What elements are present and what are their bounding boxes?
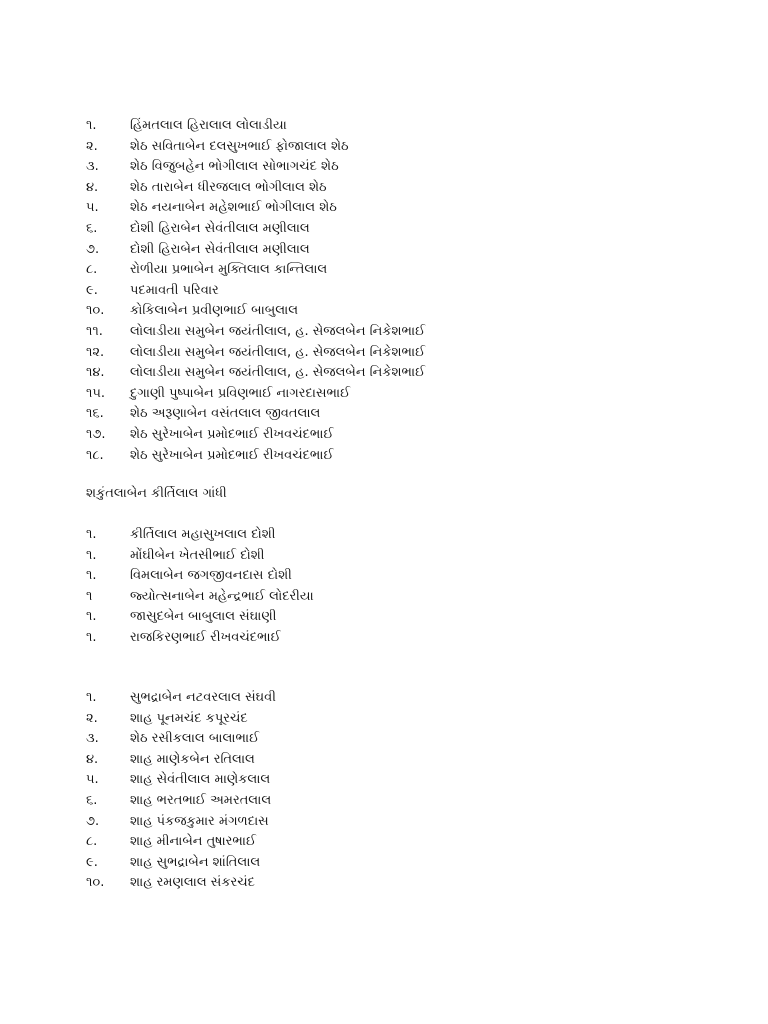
item-number: ૮. xyxy=(86,262,98,278)
item-name: જ્યોત્સનાબેન મહેન્દ્રભાઈ લોદરીયા xyxy=(130,588,314,604)
item-number: ૩. xyxy=(86,731,99,747)
item-number: ૨. xyxy=(86,138,98,154)
item-number: ૧૪. xyxy=(86,365,105,381)
donor-list-2 xyxy=(86,525,314,649)
item-number: ૧. xyxy=(86,527,97,542)
item-number: ૮. xyxy=(86,834,98,850)
item-number: ૧. xyxy=(86,629,97,645)
item-number: ૩. xyxy=(86,159,99,175)
item-name: રાજકિરણભાઈ રીખવચંદભાઈ xyxy=(130,629,281,645)
item-number: ૧૭. xyxy=(86,426,106,442)
list-item xyxy=(86,853,276,874)
list-item xyxy=(86,750,276,771)
item-name: શાહ રમણલાલ સંકરચંદ xyxy=(130,875,255,891)
item-name: શાહ માણેકબેન રતિલાલ xyxy=(130,751,255,767)
item-name: લોલાડીયા સમુબેન જયંતીલાલ, હ. સેજલબેન નિકેશભાઈ xyxy=(130,344,426,360)
item-name: જાસુદબેન બાબુલાલ સંઘાણી xyxy=(130,609,277,625)
item-number: ૬. xyxy=(86,792,98,808)
list-item xyxy=(86,729,276,750)
item-name: કીર્તિલાલ મહાસુખલાલ દોશી xyxy=(130,527,276,542)
item-number: ૯. xyxy=(86,282,98,298)
item-number: ૧. xyxy=(86,118,97,133)
item-name: શેઠ તારાબેન ધીરજલાલ ભોગીલાલ શેઠ xyxy=(130,179,327,195)
list-item xyxy=(86,116,425,137)
item-name: દુગાણી પુષ્પાબેન પ્રવિણભાઈ નાગરદાસભાઈ xyxy=(130,385,351,401)
item-name: શેઠ રસીકલાલ બાલાભાઈ xyxy=(130,731,260,747)
item-name: શાહ પૂનમચંદ કપૂરચંદ xyxy=(130,710,248,726)
item-number: ૭. xyxy=(86,813,100,829)
list-item xyxy=(86,566,314,587)
item-name: શેઠ સુરેખાબેન પ્રમોદભાઈ રીખવચંદભાઈ xyxy=(130,447,334,463)
item-name: વિમલાબેન જગજીવનદાસ દોશી xyxy=(130,568,292,584)
item-name: શેઠ સુરેખાબેન પ્રમોદભાઈ રીખવચંદભાઈ xyxy=(130,426,334,442)
list-item xyxy=(86,832,276,853)
item-number: ૭. xyxy=(86,241,100,257)
section-heading: શકુંતલાબેન કીર્તિલાલ ગાંધી xyxy=(86,486,227,501)
list-item xyxy=(86,178,425,199)
item-number: ૧ xyxy=(86,588,93,604)
item-name: કોકિલાબેન પ્રવીણભાઈ બાબુલાલ xyxy=(130,303,299,319)
list-item xyxy=(86,137,425,158)
item-number: ૧. xyxy=(86,690,97,705)
list-item xyxy=(86,607,314,628)
item-name: પદમાવતી પરિવાર xyxy=(130,282,219,298)
list-item xyxy=(86,322,425,343)
donor-list-1 xyxy=(86,116,425,466)
donor-list-3 xyxy=(86,688,276,894)
list-item xyxy=(86,709,276,730)
list-item xyxy=(86,812,276,833)
item-number: ૧૧. xyxy=(86,323,103,339)
list-item xyxy=(86,301,425,322)
list-item xyxy=(86,525,314,546)
list-item xyxy=(86,688,276,709)
list-item xyxy=(86,198,425,219)
item-name: શેઠ સવિતાબેન દલસુખભાઈ ફોજાલાલ શેઠ xyxy=(130,138,349,154)
item-number: ૧૦. xyxy=(86,875,105,891)
item-number: ૧૮. xyxy=(86,447,104,463)
list-item xyxy=(86,384,425,405)
list-item xyxy=(86,404,425,425)
item-number: ૯. xyxy=(86,854,98,870)
item-number: ૪. xyxy=(86,751,99,767)
item-name: હિંમતલાલ હિરાલાલ લોલાડીયા xyxy=(130,118,287,133)
item-number: ૫. xyxy=(86,772,99,788)
item-name: લોલાડીયા સમુબેન જયંતીલાલ, હ. સેજલબેન નિકેશભાઈ xyxy=(130,365,426,381)
item-name: શાહ મીનાબેન તુષારભાઈ xyxy=(130,834,257,850)
item-number: ૧૨. xyxy=(86,344,105,360)
list-item xyxy=(86,157,425,178)
item-name: શેઠ વિજુબહેન ભોગીલાલ સોભાગચંદ શેઠ xyxy=(130,159,339,175)
item-name: શાહ ભરતભાઈ અમરતલાલ xyxy=(130,792,272,808)
list-item xyxy=(86,446,425,467)
item-number: ૧. xyxy=(86,609,97,625)
item-name: શેઠ અરૂણાબેન વસંતલાલ જીવતલાલ xyxy=(130,406,321,422)
list-item xyxy=(86,260,425,281)
item-number: ૬. xyxy=(86,220,98,236)
list-item xyxy=(86,281,425,302)
list-item xyxy=(86,791,276,812)
item-number: ૧૦. xyxy=(86,303,105,319)
item-name: શાહ પંકજકુમાર મંગળદાસ xyxy=(130,813,269,829)
list-item xyxy=(86,363,425,384)
item-number: ૨. xyxy=(86,710,98,726)
list-item xyxy=(86,587,314,608)
item-name: શાહ સેવંતીલાલ માણેકલાલ xyxy=(130,772,271,788)
list-item xyxy=(86,770,276,791)
item-name: દોશી હિરાબેન સેવંતીલાલ મણીલાલ xyxy=(130,220,310,236)
list-item xyxy=(86,546,314,567)
item-name: લોલાડીયા સમુબેન જયંતીલાલ, હ. સેજલબેન નિકેશભાઈ xyxy=(130,323,426,339)
item-number: ૧. xyxy=(86,547,97,563)
item-name: મોંઘીબેન ખેતસીભાઈ દોશી xyxy=(130,547,265,563)
item-number: ૧૬. xyxy=(86,406,104,422)
list-item xyxy=(86,343,425,364)
item-name: શાહ સુભદ્રાબેન શાંતિલાલ xyxy=(130,854,261,870)
item-number: ૪. xyxy=(86,179,99,195)
item-number: ૧. xyxy=(86,568,97,584)
item-name: સુભદ્રાબેન નટવરલાલ સંઘવી xyxy=(130,690,276,705)
item-name: રોળીયા પ્રભાબેન મુક્તિલાલ કાન્તિલાલ xyxy=(130,262,328,278)
list-item xyxy=(86,628,314,649)
list-item xyxy=(86,219,425,240)
list-item xyxy=(86,425,425,446)
item-number: ૫. xyxy=(86,200,99,216)
list-item xyxy=(86,240,425,261)
item-number: ૧૫. xyxy=(86,385,106,401)
item-name: શેઠ નયનાબેન મહેશભાઈ ભોગીલાલ શેઠ xyxy=(130,200,337,216)
item-name: દોશી હિરાબેન સેવંતીલાલ મણીલાલ xyxy=(130,241,310,257)
list-item xyxy=(86,873,276,894)
